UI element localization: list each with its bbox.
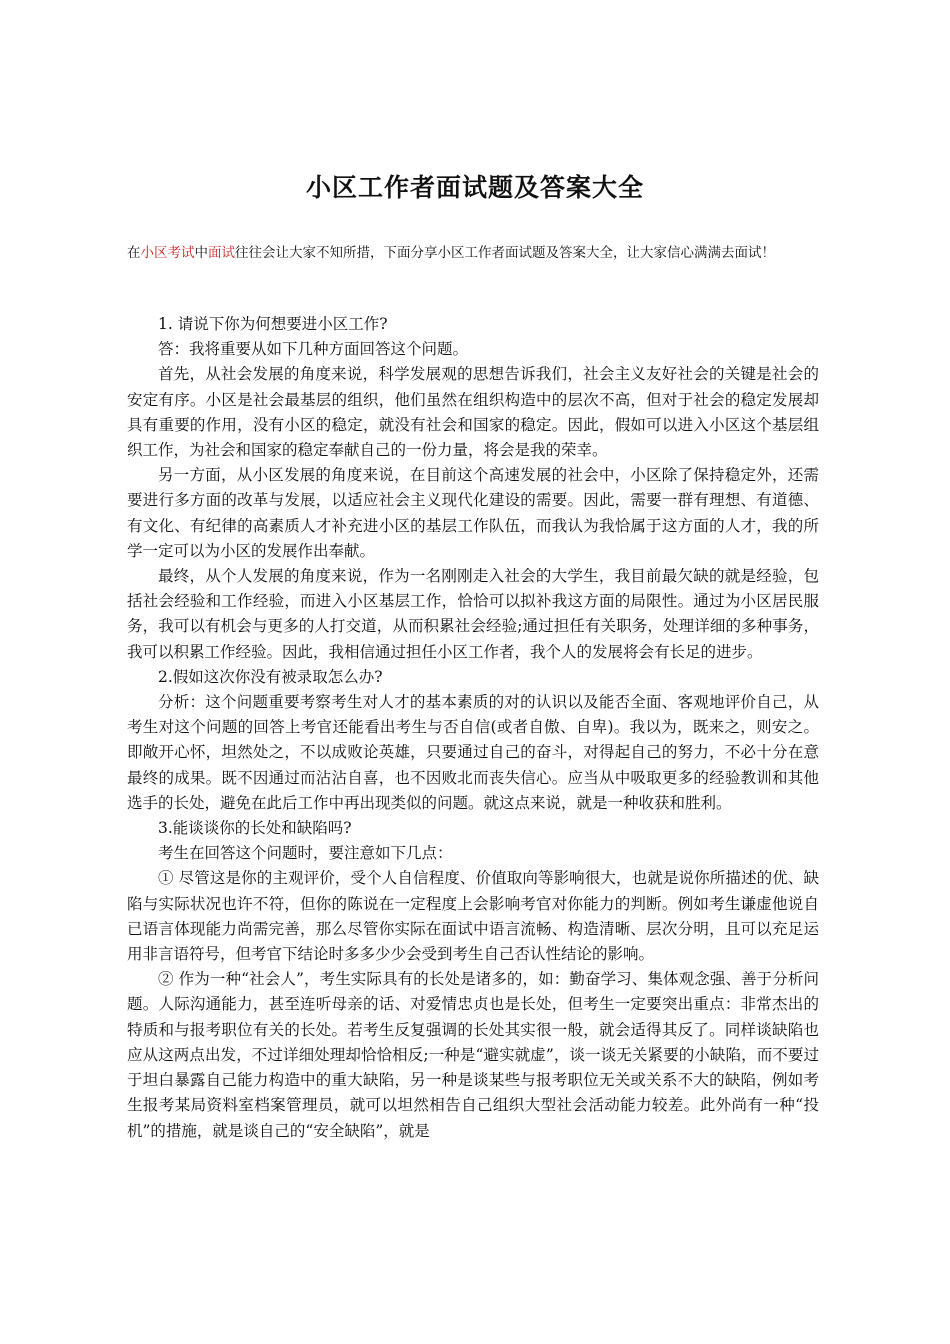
intro-link-interview[interactable]: 面试 [208, 245, 235, 261]
body-paragraph: ② 作为一种“社会人”，考生实际具有的长处是诸多的，如：勤奋学习、集体观念强、善于分析问题。人际沟通能力，甚至连听母亲的话、对爱情忠贞也是长处，但考生一定要突出重点：非常杰出的特质和与报考职位有关的长处。若考生反复强调的长处其实很一般，就会适得其反了。同样谈缺陷也应从这两点出发，不过详细处理却恰恰相反;一种是“避实就虚”，谈一谈无关紧要的小缺陷，而不要过于坦白暴露自己能力构造中的重大缺陷，另一种是谈某些与报考职位无关或关系不大的缺陷，例如考生报考某局资料室档案管理员，就可以坦然相告自己组织大型社会活动能力较差。此外尚有一种“投机”的措施，就是谈自己的“安全缺陷”，就是 [127, 970, 819, 1140]
body-paragraph: 考生在回答这个问题时，要注意如下几点： [158, 844, 453, 863]
intro-paragraph [127, 242, 827, 264]
intro-text: 往往会让大家不知所措，下面分享小区工作者面试题及答案大全，让大家信心满满去面试！ [235, 245, 775, 261]
question-2: 2.假如这次你没有被录取怎么办? [158, 667, 383, 686]
body-paragraph: 首先，从社会发展的角度来说，科学发展观的思想告诉我们，社会主义友好社会的关键是社会的安定有序。小区是社会最基层的组织，他们虽然在组织构造中的层次不高，但对于社会的稳定发展却具有重要的作用，没有小区的稳定，就没有社会和国家的稳定。因此，假如可以进入小区这个基层组织工作，为社会和国家的稳定奉献自己的一份力量，将会是我的荣幸。 [127, 365, 819, 460]
document-body [127, 312, 819, 1144]
body-paragraph: 最终，从个人发展的角度来说，作为一名刚刚走入社会的大学生，我目前最欠缺的就是经验，包括社会经验和工作经验，而进入小区基层工作，恰恰可以拟补我这方面的局限性。通过为小区居民服务，我可以有机会与更多的人打交道，从而积累社会经验;通过担任有关职务，处理详细的多种事务，我可以积累工作经验。因此，我相信通过担任小区工作者，我个人的发展将会有长足的进步。 [127, 567, 819, 661]
intro-text: 在 [127, 245, 141, 261]
body-paragraph: ① 尽管这是你的主观评价，受个人自信程度、价值取向等影响很大，也就是说你所描述的优、缺陷与实际状况也许不符，但你的陈说在一定程度上会影响考官对你能力的判断。例如考生谦虚他说自已语言体现能力尚需完善，那么尽管你实际在面试中语言流畅、构造清晰、层次分明，且可以充足运用非言语符号，但考官下结论时多多少少会受到考生自己否认性结论的影响。 [127, 869, 819, 964]
body-paragraph: 另一方面，从小区发展的角度来说，在目前这个高速发展的社会中，小区除了保持稳定外，还需要进行多方面的改革与发展，以适应社会主义现代化建设的需要。因此，需要一群有理想、有道德、有文化、有纪律的高素质人才补充进小区的基层工作队伍，而我认为我恰属于这方面的人才，我的所学一定可以为小区的发展作出奉献。 [127, 466, 819, 560]
intro-link-community-exam[interactable]: 小区考试 [140, 245, 195, 261]
question-3: 3.能谈谈你的长处和缺陷吗? [158, 819, 352, 838]
answer-intro: 答：我将重要从如下几种方面回答这个问题。 [158, 340, 469, 359]
document-title: 小区工作者面试题及答案大全 [305, 173, 644, 202]
body-paragraph: 分析：这个问题重要考察考生对人才的基本素质的对的认识以及能否全面、客观地评价自己，从考生对这个问题的回答上考官还能看出考生与否自信(或者自傲、自卑)。我以为，既来之，则安之。即敞开心怀，坦然处之，不以成败论英雄，只要通过自己的奋斗，对得起自己的努力，不必十分在意最终的成果。既不因通过而沾沾自喜，也不因败北而丧失信心。应当从中吸取更多的经验教训和其他选手的长处，避免在此后工作中再出现类似的问题。就这点来说，就是一种收获和胜利。 [127, 693, 819, 812]
intro-text: 中 [194, 245, 208, 261]
question-1: 1. 请说下你为何想要进小区工作? [158, 315, 388, 333]
